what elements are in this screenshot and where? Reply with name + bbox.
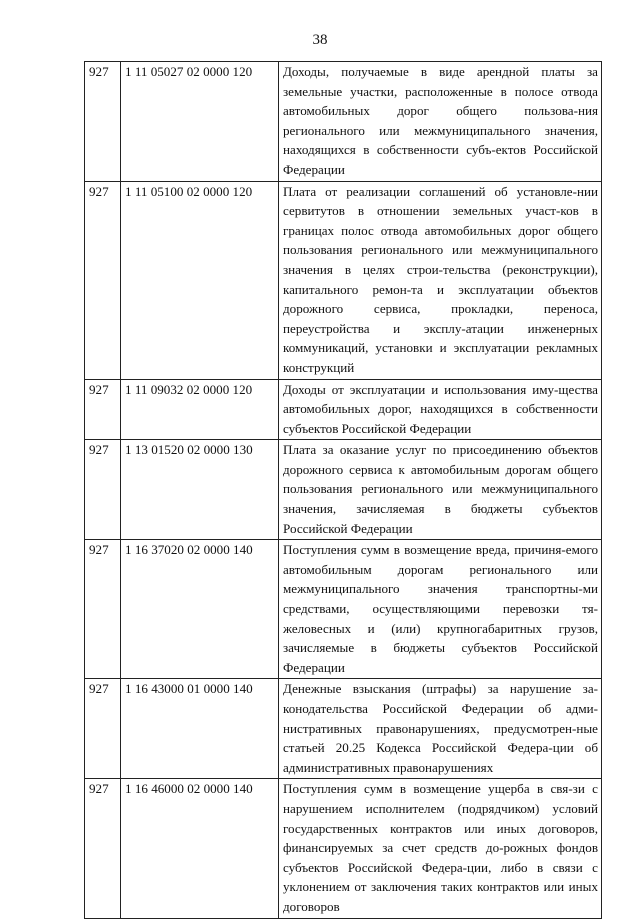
- description-cell: Доходы от эксплуатации и использования иму-щества автомобильных дорог, находящихся в собственности субъектов Российской Федерации: [279, 379, 602, 440]
- admin-code-cell: 927: [85, 540, 121, 679]
- budget-code-cell: 1 13 01520 02 0000 130: [121, 440, 279, 540]
- description-cell: Плата от реализации соглашений об установле-нии сервитутов в отношении земельных участ-ков в границах полос отвода автомобильных дорог общего пользования регионального или межмуниципального значения в целях строи-тельства (реконструкции), капитального ремон-та и эксплуатации объектов дорожного сервиса, прокладки, переноса, переустройства и эксплу-атации инженерных коммуникаций, установки и эксплуатации рекламных конструкций: [279, 181, 602, 379]
- description-cell: Плата за оказание услуг по присоединению объектов дорожного сервиса к автомобильным дорогам общего пользования регионального или межмуниципального значения, зачисляемая в бюджеты субъектов Российской Федерации: [279, 440, 602, 540]
- admin-code-cell: 927: [85, 379, 121, 440]
- table-row: [85, 779, 602, 918]
- admin-code-cell: 927: [85, 62, 121, 182]
- admin-code-cell: 927: [85, 779, 121, 918]
- table-row: [85, 379, 602, 440]
- description-cell: Поступления сумм в возмещение ущерба в свя-зи с нарушением исполнителем (подрядчиком) условий государственных контрактов или иных договоров, финансируемых за счет средств до-рожных фондов субъектов Российской Федера-ции, либо в связи с уклонением от заключения таких контрактов или иных договоров: [279, 779, 602, 918]
- table-row: [85, 540, 602, 679]
- budget-code-cell: 1 16 46000 02 0000 140: [121, 779, 279, 918]
- page-number: 38: [312, 32, 328, 48]
- description-cell: Поступления сумм в возмещение вреда, причиня-емого автомобильным дорогам регионального или межмуниципального значения транспортны-ми средствами, осуществляющими перевозки тя-желовесных и (или) крупногабаритных грузов, зачисляемые в бюджеты субъектов Российской Федерации: [279, 540, 602, 679]
- admin-code-cell: 927: [85, 181, 121, 379]
- revenue-codes-table: [84, 61, 602, 919]
- budget-code-cell: 1 11 05027 02 0000 120: [121, 62, 279, 182]
- admin-code-cell: 927: [85, 440, 121, 540]
- description-cell: Доходы, получаемые в виде арендной платы за земельные участки, расположенные в полосе отвода автомобильных дорог общего пользова-ния регионального или межмуниципального значения, находящихся в собственности субъ-ектов Российской Федерации: [279, 62, 602, 182]
- admin-code-cell: 927: [85, 679, 121, 779]
- table-row: [85, 62, 602, 182]
- budget-code-cell: 1 16 37020 02 0000 140: [121, 540, 279, 679]
- description-cell: Денежные взыскания (штрафы) за нарушение за-конодательства Российской Федерации об адми-нистративных правонарушениях, предусмотрен-ные статьей 20.25 Кодекса Российской Федера-ции об административных правонарушениях: [279, 679, 602, 779]
- table-row: [85, 440, 602, 540]
- budget-code-cell: 1 11 09032 02 0000 120: [121, 379, 279, 440]
- budget-code-cell: 1 11 05100 02 0000 120: [121, 181, 279, 379]
- table-row: [85, 181, 602, 379]
- budget-code-cell: 1 16 43000 01 0000 140: [121, 679, 279, 779]
- table-row: [85, 679, 602, 779]
